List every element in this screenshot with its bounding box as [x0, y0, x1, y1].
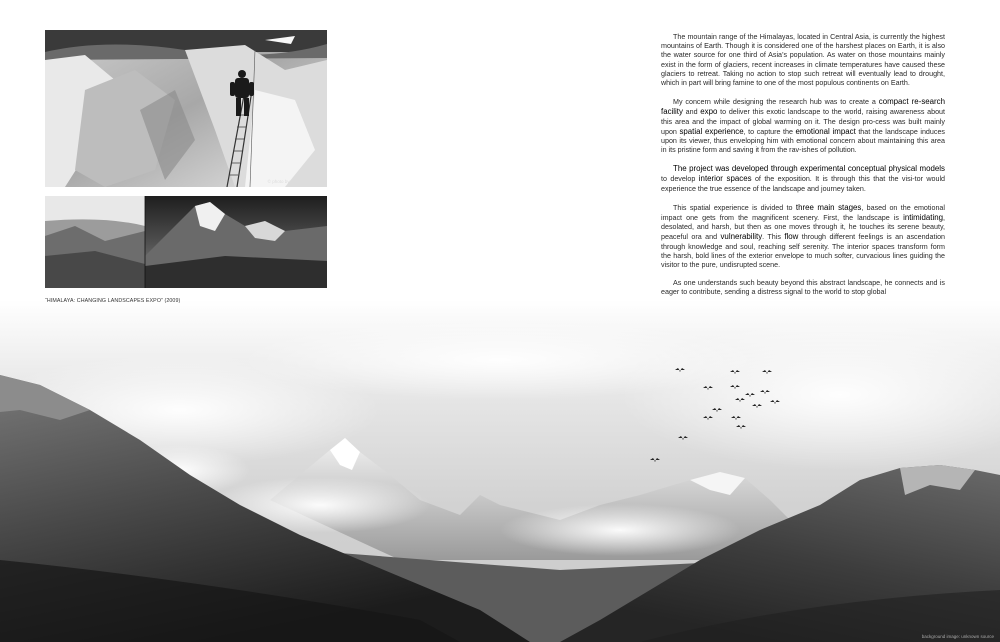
highlight-vulnerability: vulnerability [720, 232, 763, 242]
photo-caption: “HIMALAYA: CHANGING LANDSCAPES EXPO” (2009) [45, 298, 181, 304]
highlight-emotional-impact: emotional impact [795, 126, 856, 136]
text-run: of the exposition. It is through this that the visi-tor would experience the true essence of the landscape and journey taken. [661, 175, 946, 193]
background-landscape-image [0, 300, 1000, 642]
highlight-interior-spaces: interior spaces [698, 174, 752, 184]
text-run: , based on the emotional impact one gets from the magnificent scenery. First, the landscape is [661, 203, 945, 222]
text-run: to develop [661, 175, 699, 184]
text-run: My concern while designing the research hub was to create a [673, 98, 879, 107]
paragraph-intro: The mountain range of the Himalayas, located in Central Asia, is currently the highest mountains of Earth. Though it is considered one of the harshest places on Earth, it is also the water source for one third of Asia’s population. As water on those mountains mainly exist in the form of glaciers, recent increases in climate temperatures have caused these glaciers to retreat. Taking no action to stop such retreat will eventually lead to drought, which in part will bring famine to one of the most populous continents on Earth. [661, 33, 945, 87]
article-text [661, 33, 945, 307]
text-run: that the landscape induces upon its viewer, thus enveloping him with emotional concern about maintaining this area in its pristine form and saving it from the rav-ishes of pollution. [661, 127, 945, 155]
highlight-three-main-stages: three main stages [795, 202, 862, 212]
text-run: to deliver this exotic landscape to the world, raising awareness about this area and the impact of global warming on it. The design pro-cess was built mainly upon [661, 108, 945, 136]
text-run: through different feelings is an ascendation through knowledge and soul, reaching self serenity. The interior spaces transform form the harsh, bold lines of the exterior envelope to much softer, curvacious lines guiding the visitor to the pure, undisrupted scene. [661, 233, 946, 269]
highlight-intimidating: intimidating [903, 213, 944, 222]
paragraph-models [661, 164, 945, 194]
paragraph-closing: As one understands such beauty beyond this abstract landscape, he connects and is eager to contribute, sending a distress signal to the world to stop global [661, 279, 945, 297]
highlight-spatial-experience: spatial experience [679, 126, 744, 136]
text-run: . This [762, 233, 785, 242]
paragraph-stages [661, 203, 945, 270]
highlight-conceptual-models: The project was developed through experimental conceptual physical models [673, 164, 945, 174]
highlight-compact-research-facility: compact re-search facility [661, 97, 946, 117]
text-run: This spatial experience is divided to [673, 203, 796, 212]
climber-glacier-photo [45, 30, 327, 187]
highlight-expo: expo [700, 107, 718, 117]
background-credit: background image: unknown source [921, 634, 994, 639]
text-run: , to capture the [743, 127, 796, 136]
paragraph-concern [661, 97, 945, 155]
text-run: , desolated, and harsh, but then as one moves through it, he touches its serene beauty, peaceful ora and [661, 214, 945, 242]
photo-credit: © photo by Himalaya Expo [267, 179, 321, 184]
mountain-panorama-photo [45, 196, 327, 288]
text-run: and [682, 108, 701, 117]
highlight-flow: flow [784, 232, 799, 242]
